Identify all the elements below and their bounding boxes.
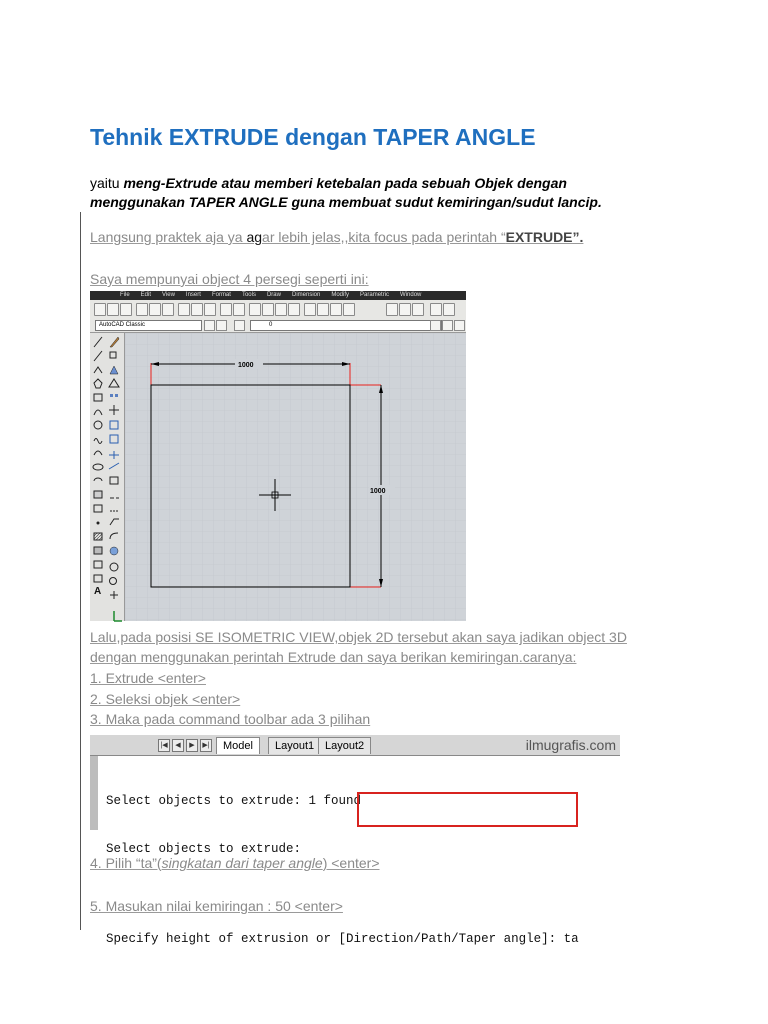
command-prompt-line[interactable] <box>106 931 579 947</box>
intro-paragraph <box>90 174 690 212</box>
rectangle-tool-icon[interactable] <box>94 394 102 401</box>
step4-italic: singkatan dari taper angle <box>161 855 323 871</box>
scale-tool-icon[interactable] <box>110 435 118 443</box>
revcloud-tool-icon[interactable] <box>94 439 102 444</box>
dim-text-vertical[interactable]: 1000 <box>370 488 386 495</box>
step4-prefix: 4. Pilih “ta”( <box>90 855 162 871</box>
workspace-select[interactable]: AutoCAD Classic <box>95 320 202 331</box>
step-4 <box>90 854 380 873</box>
paragraph-iso-line1: Lalu,pada posisi SE ISOMETRIC VIEW,objek 2D tersebut akan saya jadikan object 3D <box>90 629 627 645</box>
save-icon[interactable] <box>120 303 132 316</box>
ucs-icon <box>114 611 122 621</box>
prompt-prefix: Specify height of extrusion or <box>106 932 339 946</box>
intro-lead: yaitu <box>90 175 124 191</box>
left-margin-bar <box>80 212 81 930</box>
rotate-tool-icon[interactable] <box>110 421 118 429</box>
hatch-tool-icon[interactable] <box>94 533 102 540</box>
ellipse-arc-tool-icon[interactable] <box>94 478 102 481</box>
copy-tool-icon[interactable] <box>110 352 116 358</box>
paragraph-langsung <box>90 228 583 247</box>
layer-icon[interactable] <box>430 303 442 316</box>
polyline-tool-icon[interactable] <box>94 367 102 373</box>
menu-dimension[interactable]: Dimension <box>291 292 321 298</box>
command-line-2: Select objects to extrude: <box>106 842 302 856</box>
prev-tab-icon[interactable]: ◀ <box>172 739 184 752</box>
stretch-tool-icon[interactable] <box>109 451 119 459</box>
step4-suffix: ) <enter> <box>322 855 380 871</box>
intro-emphasis-line1: meng-Extrude atau memberi ketebalan pada sebuah Objek dengan <box>123 175 567 191</box>
array-tool-icon[interactable] <box>110 394 113 397</box>
preview-icon[interactable] <box>149 303 161 316</box>
drawing-area[interactable] <box>125 333 466 621</box>
menu-format[interactable]: Format <box>211 292 231 298</box>
arc-tool-icon[interactable] <box>94 410 102 415</box>
menu-file[interactable]: File <box>120 292 130 298</box>
publish-icon[interactable] <box>162 303 174 316</box>
workspace-save-icon[interactable] <box>216 320 227 331</box>
tool-palettes-icon[interactable] <box>330 303 342 316</box>
print-icon[interactable] <box>136 303 148 316</box>
cut-icon[interactable] <box>178 303 190 316</box>
design-center-icon[interactable] <box>317 303 329 316</box>
menu-modify[interactable]: Modify <box>331 292 350 298</box>
undo-icon[interactable] <box>220 303 232 316</box>
zoom-previous-icon[interactable] <box>288 303 300 316</box>
make-current-icon[interactable] <box>442 320 453 331</box>
p1-extrude-strong: EXTRUDE”. <box>505 229 584 245</box>
command-scrollbar[interactable] <box>90 756 98 830</box>
grid-background <box>125 333 466 621</box>
page-title: Tehnik EXTRUDE dengan TAPER ANGLE <box>90 124 536 150</box>
cad-layers-toolbar <box>90 318 466 333</box>
offset-tool-icon[interactable] <box>109 379 119 387</box>
zoom-window-icon[interactable] <box>275 303 287 316</box>
array-tool-icon-part <box>115 394 118 397</box>
tab-layout2[interactable]: Layout2 <box>318 737 371 754</box>
fillet-tool-icon[interactable] <box>110 533 118 539</box>
intro-emphasis-line2: menggunakan TAPER ANGLE guna membuat sudut kemiringan/sudut lancip. <box>90 194 602 210</box>
autocad-screenshot <box>90 291 466 621</box>
trim-tool-icon[interactable] <box>109 463 119 469</box>
sheet-set-icon[interactable] <box>343 303 355 316</box>
layout-tabs-bar <box>90 735 620 756</box>
move-tool-icon[interactable] <box>109 405 119 415</box>
gradient-tool-icon[interactable] <box>94 547 102 554</box>
modify-toolbar-icons <box>109 337 119 599</box>
erase-tool-icon[interactable] <box>110 337 119 347</box>
menu-parametric[interactable]: Parametric <box>360 292 390 298</box>
xline-tool-icon[interactable] <box>94 351 102 361</box>
options-highlight-box <box>357 792 578 827</box>
draw-toolbar-icons <box>93 337 103 597</box>
draw-modify-toolbars <box>90 333 125 621</box>
command-line-1: Select objects to extrude: 1 found <box>106 794 362 808</box>
extend-tool-icon[interactable] <box>110 477 118 484</box>
properties-icon[interactable] <box>304 303 316 316</box>
menu-window[interactable]: Window <box>400 292 422 298</box>
zoom-icon[interactable] <box>262 303 274 316</box>
line-tool-icon[interactable] <box>94 337 102 347</box>
cad-standard-toolbar <box>90 300 466 319</box>
pan-realtime-icon[interactable] <box>110 591 118 599</box>
ellipse-tool-icon[interactable] <box>93 464 103 470</box>
menu-draw[interactable]: Draw <box>266 292 281 298</box>
tab-layout1[interactable]: Layout1 <box>268 737 321 754</box>
prompt-options[interactable]: [Direction/Path/Taper angle] <box>338 932 549 946</box>
pan-icon[interactable] <box>249 303 261 316</box>
paste-icon[interactable] <box>204 303 216 316</box>
orbit-tool-icon[interactable] <box>110 563 118 571</box>
p1-text-a: Langsung praktek aja ya <box>90 229 247 245</box>
layer-select[interactable]: 0 <box>250 320 442 331</box>
markup-icon[interactable] <box>386 303 398 316</box>
mtext-tool-icon[interactable]: A <box>94 586 102 597</box>
mirror-tool-icon[interactable] <box>110 366 118 374</box>
step-2: 2. Seleksi objek <enter> <box>90 690 241 707</box>
tab-model[interactable]: Model <box>216 737 260 754</box>
menu-tools[interactable]: Tools <box>241 292 256 298</box>
polygon-tool-icon[interactable] <box>94 379 102 388</box>
p1-text-c: ar lebih jelas,,kita focus pada perintah “ <box>262 229 506 245</box>
step-1: 1. Extrude <enter> <box>90 670 206 686</box>
copy-icon[interactable] <box>191 303 203 316</box>
menu-insert[interactable]: Insert <box>185 292 201 298</box>
prompt-input[interactable]: : ta <box>548 932 579 946</box>
table-tool-icon[interactable] <box>94 575 102 582</box>
cad-menu-bar <box>90 291 466 300</box>
paragraph-iso-line2: dengan menggunakan perintah Extrude dan saya berikan kemiringan.caranya: <box>90 649 577 665</box>
steps-list <box>90 668 370 730</box>
first-tab-icon[interactable]: |◀ <box>158 739 170 752</box>
match-layer-icon[interactable] <box>454 320 465 331</box>
insert-block-icon[interactable] <box>94 491 102 498</box>
p1-text-b: ag <box>246 229 263 245</box>
layer-manager-icon[interactable] <box>234 320 245 331</box>
region-tool-icon[interactable] <box>94 561 102 568</box>
zoom-realtime-icon[interactable] <box>110 578 117 585</box>
layout-icon[interactable] <box>443 303 455 316</box>
step-5: 5. Masukan nilai kemiringan : 50 <enter> <box>90 898 343 914</box>
last-tab-icon[interactable]: ▶| <box>200 739 212 752</box>
dim-text-horizontal[interactable]: 1000 <box>238 362 254 369</box>
drawing-svg <box>125 333 466 621</box>
menu-view[interactable]: View <box>162 292 175 298</box>
workspace-settings-icon[interactable] <box>204 320 215 331</box>
calculator-icon[interactable] <box>399 303 411 316</box>
tool-icons-svg <box>90 333 124 621</box>
make-block-icon[interactable] <box>94 505 102 512</box>
spline-tool-icon[interactable] <box>94 451 102 455</box>
chamfer-tool-icon[interactable] <box>110 519 119 525</box>
next-tab-icon[interactable]: ▶ <box>186 739 198 752</box>
circle-tool-icon[interactable] <box>94 421 102 429</box>
open-file-icon[interactable] <box>107 303 119 316</box>
new-file-icon[interactable] <box>94 303 106 316</box>
step-3: 3. Maka pada command toolbar ada 3 pilihan <box>90 711 371 727</box>
brand-watermark: ilmugrafis.com <box>525 737 616 753</box>
paragraph-object: Saya mempunyai object 4 persegi seperti ini: <box>90 271 369 287</box>
layer-previous-icon[interactable] <box>430 320 441 331</box>
menu-edit[interactable]: Edit <box>140 292 152 298</box>
point-tool-icon[interactable] <box>97 522 100 525</box>
explode-tool-icon[interactable] <box>110 547 118 555</box>
redo-icon[interactable] <box>233 303 245 316</box>
help-icon[interactable] <box>412 303 424 316</box>
